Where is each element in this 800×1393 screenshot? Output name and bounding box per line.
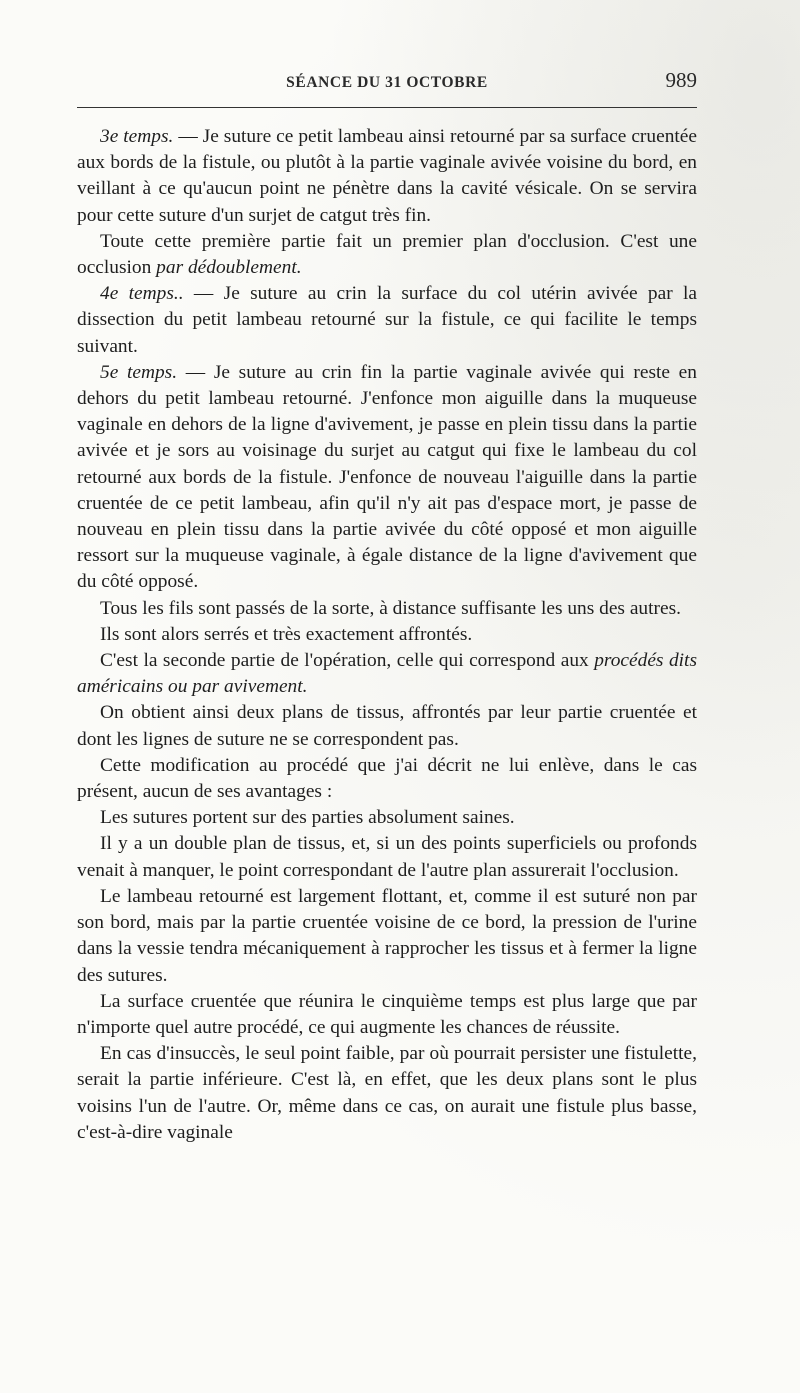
paragraph [77, 1041, 697, 1146]
paragraph [77, 360, 697, 596]
paragraph-text: Tous les fils sont passés de la sorte, à distance suffisante les uns des autres. [100, 597, 681, 619]
paragraph-text: Il y a un double plan de tissus, et, si un des points superficiels ou profonds venait à manquer, le point correspondant de l'autre plan assurerait l'occlusion. [77, 833, 697, 881]
paragraph [77, 805, 697, 831]
paragraph-text: La surface cruentée que réunira le cinquième temps est plus large que par n'importe quel autre procédé, ce qui augmente les chances de réussite. [77, 990, 697, 1038]
paragraph-text: — Je suture au crin la surface du col utérin avivée par la dissection du petit lambeau retourné sur la fistule, ce qui facilite le temps suivant. [77, 283, 697, 357]
paragraph [77, 989, 697, 1041]
paragraph [77, 753, 697, 805]
paragraph [77, 229, 697, 281]
paragraph [77, 124, 697, 229]
paragraph [77, 622, 697, 648]
running-header [77, 68, 697, 98]
paragraph-text: Ils sont alors serrés et très exactement affrontés. [100, 623, 473, 645]
paragraph-text: — Je suture au crin fin la partie vaginale avivée qui reste en dehors du petit lambeau retourné. J'enfonce mon aiguille dans la muqueuse vaginale en dehors de la ligne d'avivement, je passe en plein tissu dans la partie avivée et je sors au voisinage du surjet au catgut qui fixe le lambeau du col retourné aux bords de la fistule. J'enfonce de nouveau l'aiguille dans la partie cruentée de ce petit lambeau, afin qu'il n'y ait pas d'espace mort, je passe de nouveau en plein tissu dans la partie avivée du côté opposé et mon aiguille ressort sur la muqueuse vaginale, à égale distance de la ligne d'avivement que du côté opposé. [77, 361, 697, 593]
paragraph [77, 596, 697, 622]
step-label: 4e temps.. [100, 283, 184, 305]
step-label: 3e temps. [100, 126, 174, 147]
paragraph-text: Cette modification au procédé que j'ai décrit ne lui enlève, dans le cas présent, aucun de ses avantages : [77, 754, 697, 803]
paragraph-text: Le lambeau retourné est largement flottant, et, comme il est suturé non par son bord, mais par la partie cruentée voisine de ce bord, la pression de l'urine dans la vessie tendra mécaniquement à rapprocher les tissus et à fermer la ligne des sutures. [77, 885, 697, 986]
italic-phrase: par dédoublement. [156, 257, 302, 279]
page-number: 989 [665, 68, 697, 92]
running-title: SÉANCE DU 31 OCTOBRE [286, 74, 488, 91]
paragraph [77, 700, 697, 752]
paragraph [77, 831, 697, 883]
paragraph-text: On obtient ainsi deux plans de tissus, affrontés par leur partie cruentée et dont les lignes de suture ne se correspondent pas. [77, 702, 697, 750]
body-text [77, 124, 697, 1146]
paragraph [77, 281, 697, 360]
step-label: 5e temps. [100, 361, 178, 383]
header-rule [77, 107, 697, 108]
paragraph-text: Toute cette première partie fait un premier plan d'occlusion. C'est une occlusion [77, 230, 697, 279]
paragraph-text: En cas d'insuccès, le seul point faible, par où pourrait persister une fistulette, serait la partie inférieure. C'est là, en effet, que les deux plans sont le plus voisins l'un de l'autre. Or, même dans ce cas, on aurait une fistule plus basse, c'est-à-dire vaginale [77, 1043, 697, 1143]
paragraph [77, 648, 697, 700]
paragraph [77, 884, 697, 989]
italic-phrase: procédés dits américains ou par avivement. [77, 650, 697, 698]
paragraph-text: Les sutures portent sur des parties absolument saines. [100, 807, 515, 829]
paragraph-text: C'est la seconde partie de l'opération, celle qui correspond aux [100, 650, 595, 672]
paragraph-text: — Je suture ce petit lambeau ainsi retourné par sa surface cruentée aux bords de la fistule, ou plutôt à la partie vaginale avivée voisine du bord, en veillant à ce qu'aucun point ne pénètre dans la cavité vésicale. On se servira pour cette suture d'un surjet de catgut très fin. [77, 126, 697, 226]
